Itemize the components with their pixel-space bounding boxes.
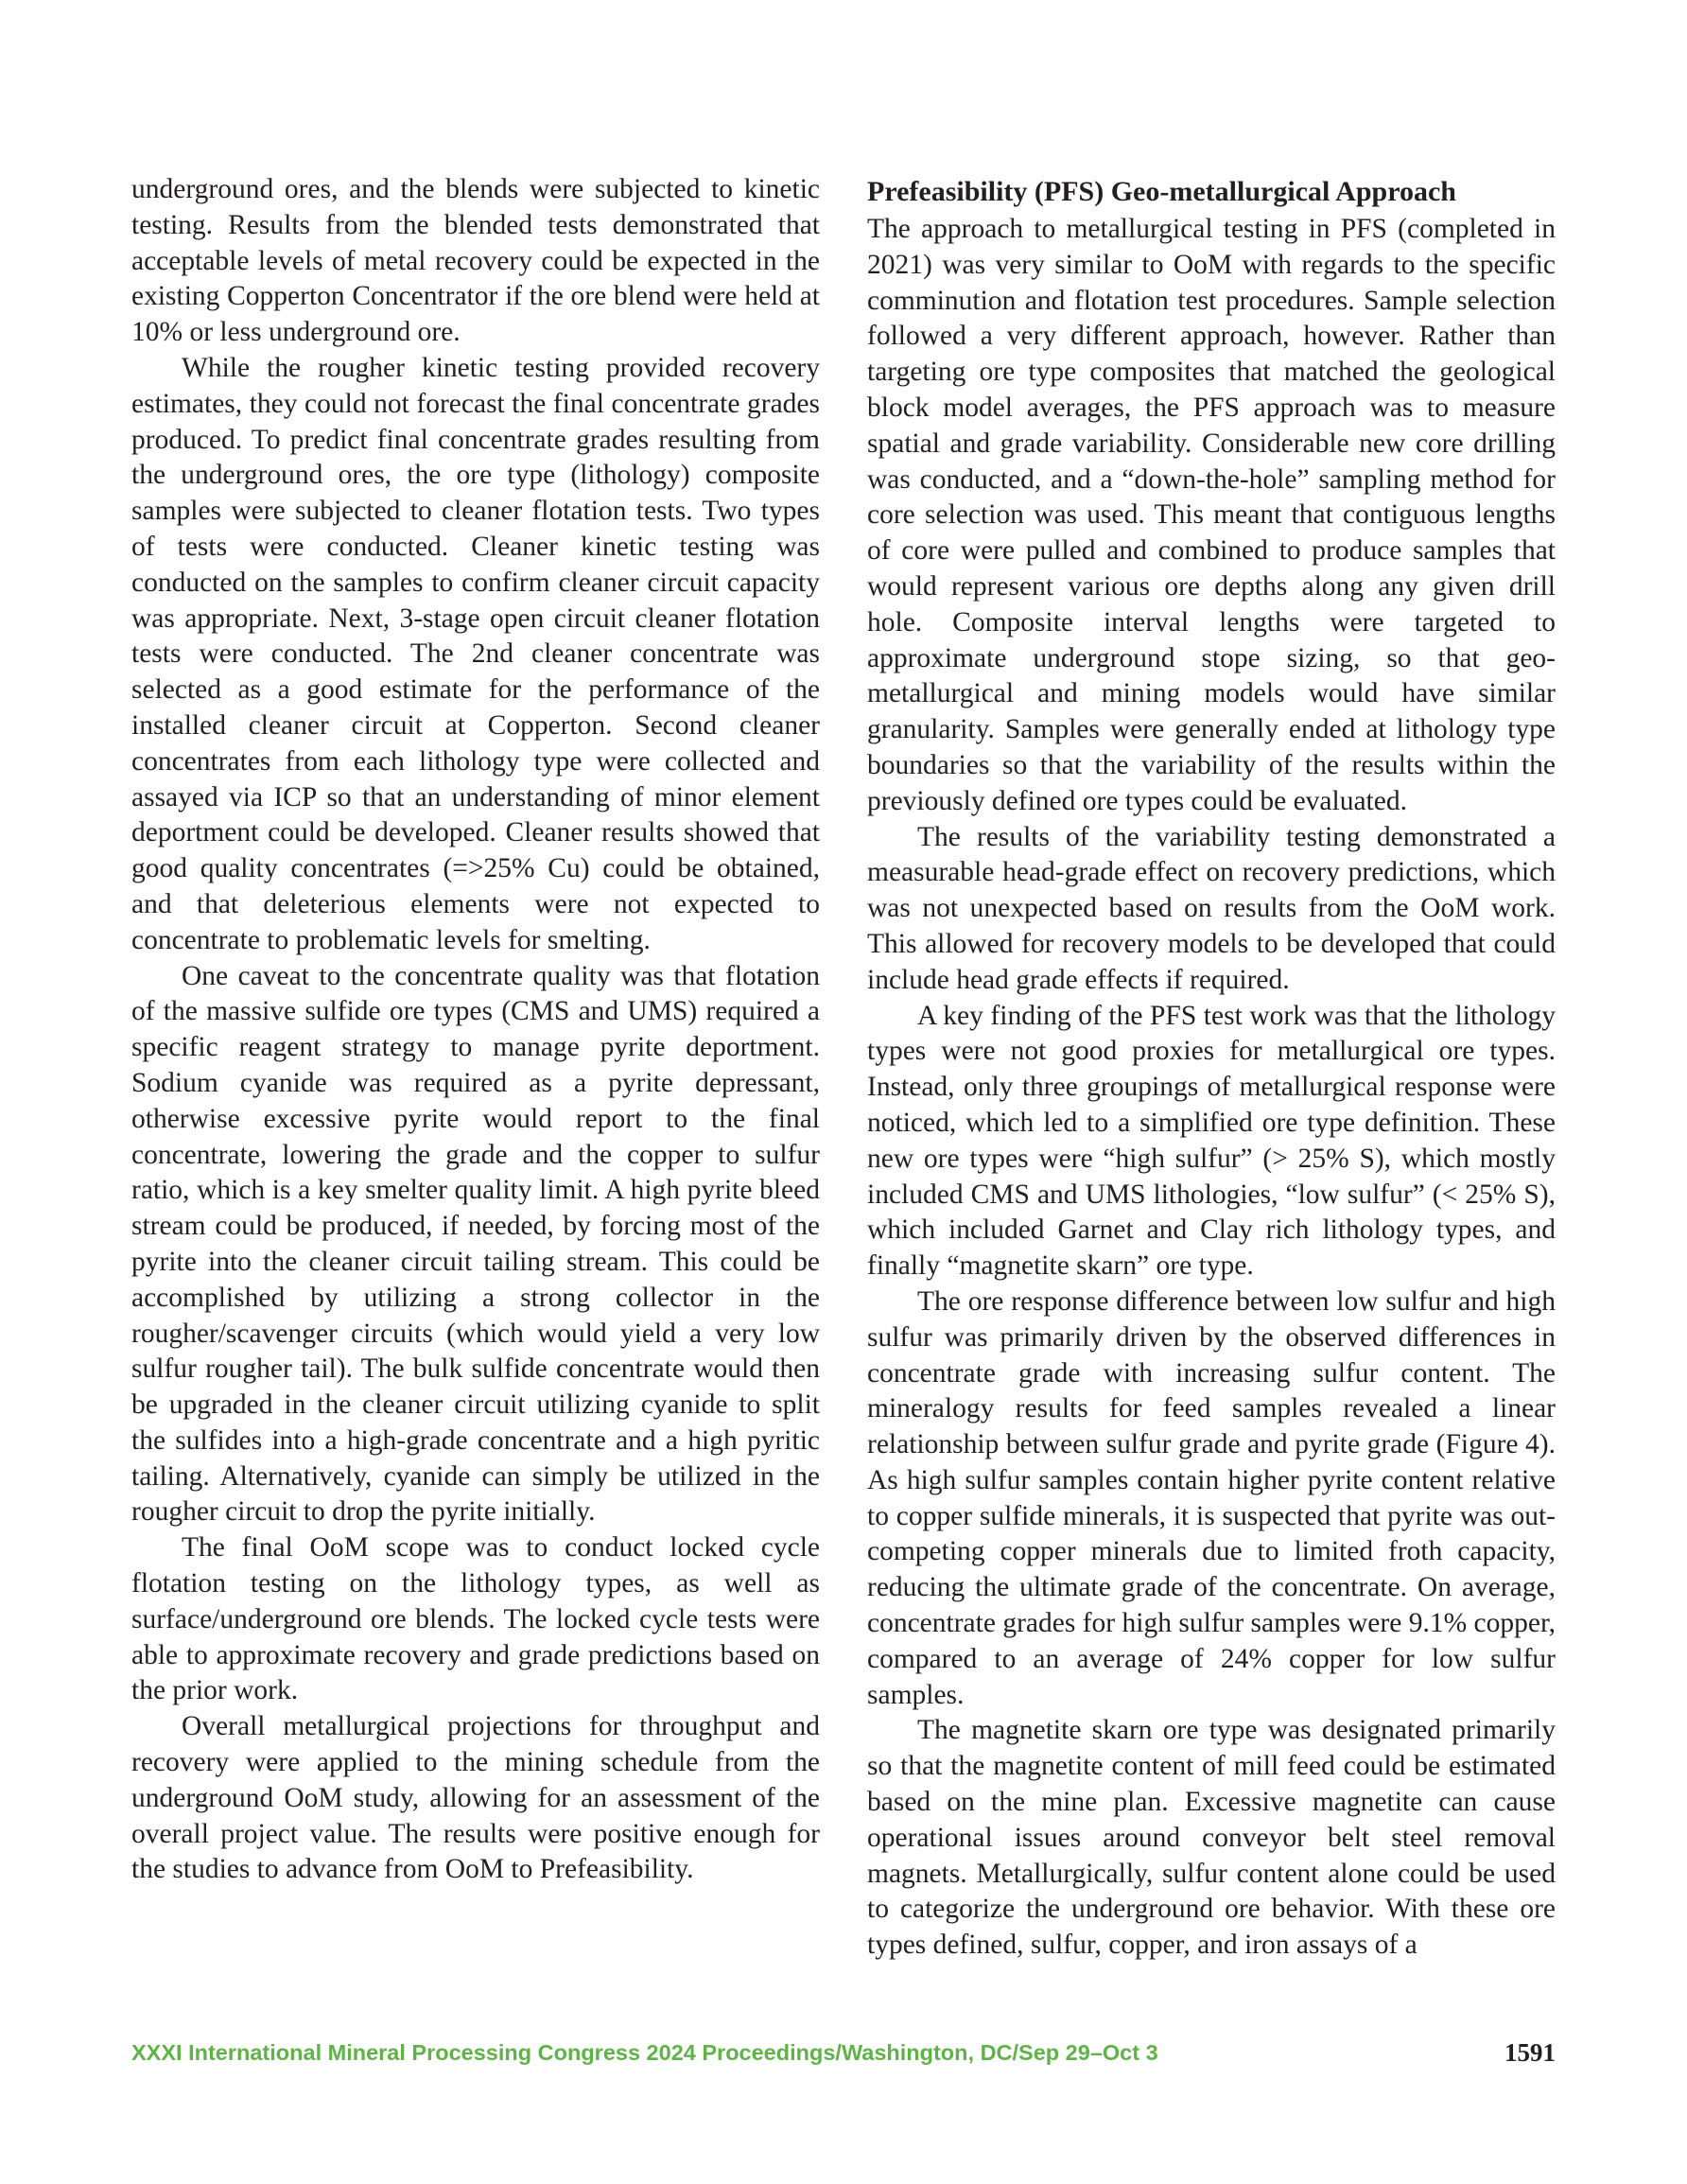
page-footer — [131, 2035, 1556, 2073]
body-paragraph: One caveat to the concentrate quality was that flotation of the massive sulfide ore types (CMS and UMS) required a specific reagent strategy to manage pyrite deportment. Sodium cyanide was required as a pyrite depressant, otherwise excessive pyrite would report to the final concentrate, lowering the grade and the copper to sulfur ratio, which is a key smelter quality limit. A high pyrite bleed stream could be produced, if needed, by forcing most of the pyrite into the cleaner circuit tailing stream. This could be accomplished by utilizing a strong collector in the rougher/scavenger circuits (which would yield a very low sulfur rougher tail). The bulk sulfide concentrate would then be upgraded in the cleaner circuit utilizing cyanide to split the sulfides into a high-grade concentrate and a high pyritic tailing. Alternatively, cyanide can simply be utilized in the rougher circuit to drop the pyrite initially. — [131, 960, 820, 1528]
page-number: 1591 — [1504, 2038, 1556, 2067]
body-paragraph: A key finding of the PFS test work was that the lithology types were not good proxies for metallurgical ore types. Instead, only three groupings of metallurgical response were noticed, which led to a simplified ore type definition. These new ore types were “high sulfur” (> 25% S), which mostly included CMS and UMS lithologies, “low sulfur” (< 25% S), which included Garnet and Clay rich lithology types, and finally “magnetite skarn” ore type. — [867, 1000, 1556, 1282]
body-paragraph: The ore response difference between low sulfur and high sulfur was primarily driven by the observed differences in concentrate grade with increasing sulfur content. The mineralogy results for feed samples revealed a linear relationship between sulfur grade and pyrite grade (Figure 4). As high sulfur samples contain higher pyrite content relative to copper sulfide minerals, it is suspected that pyrite was out-competing copper minerals due to limited froth capacity, reducing the ultimate grade of the concentrate. On average, concentrate grades for high sulfur samples were 9.1% copper, compared to an average of 24% copper for low sulfur samples. — [867, 1285, 1556, 1710]
body-paragraph: Overall metallurgical projections for throughput and recovery were applied to the mining schedule from the underground OoM study, allowing for an assessment of the overall project value. The results were positive enough for the studies to advance from OoM to Prefeasibility. — [131, 1711, 820, 1885]
body-paragraph: While the rougher kinetic testing provided recovery estimates, they could not forecast the final concentrate grades produced. To predict final concentrate grades resulting from the underground ores, the ore type (lithology) composite samples were subjected to cleaner flotation tests. Two types of tests were conducted. Cleaner kinetic testing was conducted on the samples to confirm cleaner circuit capacity was appropriate. Next, 3-stage open circuit cleaner flotation tests were conducted. The 2nd cleaner concentrate was selected as a good estimate for the performance of the installed cleaner circuit at Copperton. Second cleaner concentrates from each lithology type were collected and assayed via ICP so that an understanding of minor element deportment could be developed. Cleaner results showed that good quality concentrates (=>25% Cu) could be obtained, and that deleterious elements were not expected to concentrate to problematic levels for smelting. — [131, 352, 820, 955]
body-paragraph: The magnetite skarn ore type was designated primarily so that the magnetite content of mill feed could be estimated based on the mine plan. Excessive magnetite can cause operational issues around conveyor belt steel removal magnets. Metallurgically, sulfur content alone could be used to categorize the underground ore behavior. With these ore types defined, sulfur, copper, and iron assays of a — [867, 1715, 1556, 1961]
footer-proceedings-title: XXXI International Mineral Processing Congress 2024 Proceedings/Washington, DC/Sep 29–Oct 3 — [131, 2040, 1158, 2065]
body-paragraph: The results of the variability testing demonstrated a measurable head-grade effect on recovery predictions, which was not unexpected based on results from the OoM work. This allowed for recovery models to be developed that could include head grade effects if required. — [867, 821, 1556, 995]
body-paragraph: underground ores, and the blends were subjected to kinetic testing. Results from the blended tests demonstrated that acceptable levels of metal recovery could be expected in the existing Copperton Concentrator if the ore blend were held at 10% or less underground ore. — [131, 174, 820, 348]
section-heading: Prefeasibility (PFS) Geo-metallurgical Approach — [867, 176, 1456, 207]
body-paragraph: The final OoM scope was to conduct locked cycle flotation testing on the lithology types, as well as surface/underground ore blends. The locked cycle tests were able to approximate recovery and grade predictions based on the prior work. — [131, 1532, 820, 1706]
body-paragraph: The approach to metallurgical testing in PFS (completed in 2021) was very similar to OoM with regards to the specific comminution and flotation test procedures. Sample selection followed a very different approach, however. Rather than targeting ore type composites that matched the geological block model averages, the PFS approach was to measure spatial and grade variability. Considerable new core drilling was conducted, and a “down-the-hole” sampling method for core selection was used. This meant that contiguous lengths of core were pulled and combined to produce samples that would represent various ore depths along any given drill hole. Composite interval lengths were targeted to approximate underground stope sizing, so that geo-metallurgical and mining models would have similar granularity. Samples were generally ended at lithology type boundaries so that the variability of the results within the previously defined ore types could be evaluated. — [867, 214, 1556, 816]
right-column — [867, 172, 1556, 1964]
left-column — [131, 172, 820, 1888]
